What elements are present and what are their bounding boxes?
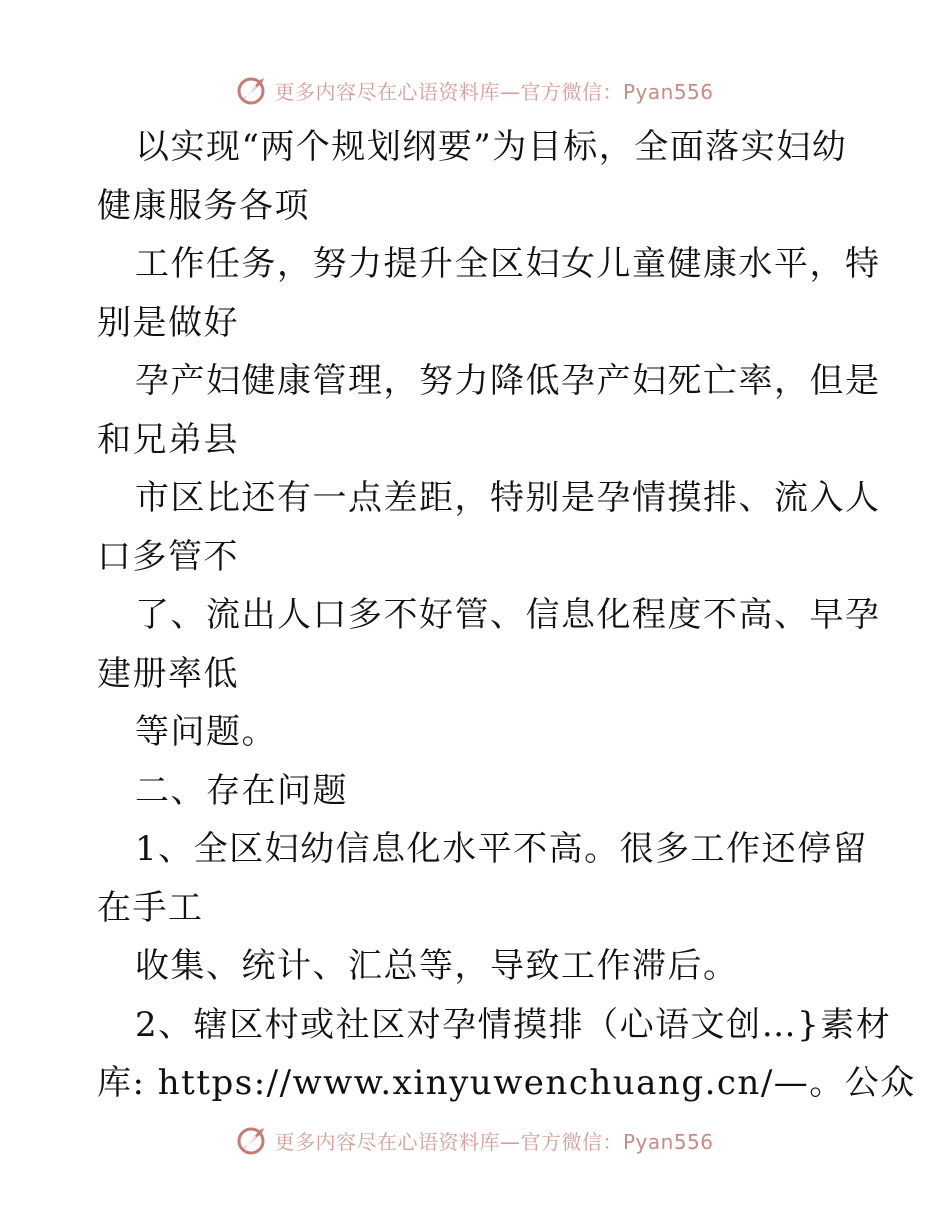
watermark-text: 更多内容尽在心语资料库—官方微信：Pyan556: [274, 1129, 714, 1154]
section-heading: 二、存在问题: [135, 770, 348, 811]
text-line: 等问题。: [135, 712, 277, 752]
header-watermark: [0, 70, 950, 110]
quill-logo-icon: [236, 1124, 268, 1156]
text-line: 建册率低: [97, 653, 239, 694]
document-body: [97, 118, 916, 1113]
text-line: 市区比还有一点差距，特别是孕情摸排、流入人: [135, 478, 881, 518]
text-line: 别是做好: [97, 302, 239, 343]
watermark-text: 更多内容尽在心语资料库—官方微信：Pyan556: [274, 79, 714, 104]
text-line: 库: https://www.xinyuwenchuang.cn/—。公众: [97, 1063, 916, 1103]
text-line: 以实现“两个规划纲要”为目标，全面落实妇幼: [135, 127, 848, 167]
text-line: 工作任务，努力提升全区妇女儿童健康水平，特: [135, 244, 881, 284]
text-line: 2、辖区村或社区对孕情摸排（心语文创…}素材: [135, 1004, 892, 1045]
text-line: 口多管不: [97, 536, 239, 577]
footer-watermark: [0, 1120, 950, 1160]
text-line: 和兄弟县: [97, 419, 239, 460]
text-line: 孕产妇健康管理，努力降低孕产妇死亡率，但是: [135, 361, 881, 401]
text-line: 健康服务各项: [97, 185, 310, 226]
text-line: 1、全区妇幼信息化水平不高。很多工作还停留: [135, 829, 869, 869]
text-line: 在手工: [97, 887, 204, 928]
quill-logo-icon: [236, 74, 268, 106]
text-line: 收集、统计、汇总等，导致工作滞后。: [135, 946, 739, 986]
text-line: 了、流出人口多不好管、信息化程度不高、早孕: [135, 595, 881, 635]
